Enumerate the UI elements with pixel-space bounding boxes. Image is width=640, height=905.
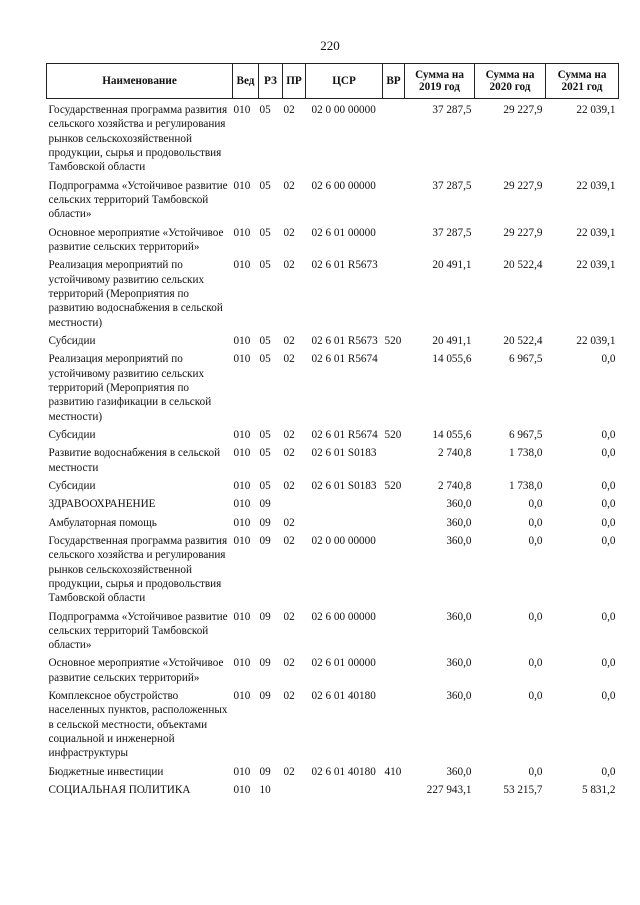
cell-sum-2021: 0,0 bbox=[601, 447, 616, 460]
table-row bbox=[47, 608, 619, 655]
cell-sum-2020: 1 738,0 bbox=[508, 447, 543, 460]
cell-name: Субсидии bbox=[48, 479, 96, 492]
cell-csr: 02 6 01 R5673 bbox=[311, 259, 378, 272]
cell-sum-2021: 0,0 bbox=[601, 765, 616, 778]
header-sum-2019: Сумма на 2019 год bbox=[405, 64, 475, 99]
cell-ved: 010 bbox=[233, 498, 251, 511]
cell-name: Амбулаторная помощь bbox=[48, 516, 157, 529]
cell-rz: 05 bbox=[259, 104, 271, 116]
cell-sum-2019: 360,0 bbox=[446, 610, 472, 623]
cell-sum-2019: 360,0 bbox=[446, 534, 472, 547]
cell-pr: 02 bbox=[283, 334, 295, 347]
cell-sum-2021: 0,0 bbox=[601, 516, 616, 529]
cell-vr: 520 bbox=[384, 334, 402, 347]
cell-name: Государственная программа развития сельского хозяйства и регулирования рынков сельскохозяйственной продукции, сырья и продовольствия Тамбовской области bbox=[48, 104, 228, 174]
cell-sum-2019: 360,0 bbox=[446, 498, 472, 511]
cell-pr: 02 bbox=[283, 226, 295, 239]
cell-pr: 02 bbox=[283, 479, 295, 492]
cell-name: Развитие водоснабжения в сельской местности bbox=[48, 447, 221, 474]
cell-ved: 010 bbox=[233, 657, 251, 670]
cell-vr bbox=[383, 687, 405, 763]
cell-csr: 02 6 01 S0183 bbox=[311, 447, 377, 460]
cell-sum-2020: 0,0 bbox=[528, 765, 543, 778]
cell-rz: 05 bbox=[259, 226, 271, 239]
cell-rz: 09 bbox=[259, 498, 271, 511]
cell-sum-2021: 22 039,1 bbox=[576, 334, 616, 347]
cell-rz: 05 bbox=[259, 447, 271, 460]
cell-sum-2020: 1 738,0 bbox=[508, 479, 543, 492]
cell-ved: 010 bbox=[233, 334, 251, 347]
table-row bbox=[47, 256, 619, 332]
cell-ved: 010 bbox=[233, 690, 251, 703]
cell-sum-2019: 360,0 bbox=[446, 657, 472, 670]
cell-csr: 02 6 00 00000 bbox=[311, 610, 376, 623]
cell-sum-2021: 0,0 bbox=[601, 610, 616, 623]
cell-sum-2021: 22 039,1 bbox=[576, 226, 616, 239]
cell-pr bbox=[283, 781, 306, 799]
cell-pr: 02 bbox=[283, 690, 295, 703]
cell-csr: 02 0 00 00000 bbox=[311, 104, 376, 116]
cell-vr bbox=[383, 514, 405, 532]
cell-name: Государственная программа развития сельского хозяйства и регулирования рынков сельскохозяйственной продукции, сырья и продовольствия Тамбовской области bbox=[48, 534, 228, 605]
cell-sum-2021: 22 039,1 bbox=[576, 104, 616, 116]
table-row bbox=[47, 99, 619, 177]
cell-sum-2020: 6 967,5 bbox=[508, 353, 543, 366]
cell-sum-2019: 37 287,5 bbox=[432, 104, 472, 116]
cell-name: СОЦИАЛЬНАЯ ПОЛИТИКА bbox=[48, 784, 191, 797]
cell-rz: 05 bbox=[259, 428, 271, 441]
cell-name: Субсидии bbox=[48, 428, 96, 441]
cell-sum-2021: 22 039,1 bbox=[576, 179, 616, 192]
cell-ved: 010 bbox=[233, 479, 251, 492]
cell-name: Подпрограмма «Устойчивое развитие сельских территорий Тамбовской области» bbox=[48, 610, 228, 652]
cell-ved: 010 bbox=[233, 447, 251, 460]
cell-vr: 410 bbox=[384, 765, 402, 778]
cell-sum-2019: 14 055,6 bbox=[432, 428, 472, 441]
header-sum-2020: Сумма на 2020 год bbox=[475, 64, 546, 99]
table-row bbox=[47, 781, 619, 799]
cell-sum-2020: 29 227,9 bbox=[503, 179, 543, 192]
cell-sum-2019: 360,0 bbox=[446, 765, 472, 778]
table-row bbox=[47, 444, 619, 477]
cell-ved: 010 bbox=[233, 353, 251, 366]
cell-pr bbox=[283, 495, 306, 513]
cell-pr: 02 bbox=[283, 259, 295, 272]
cell-sum-2019: 2 740,8 bbox=[437, 479, 472, 492]
cell-rz: 05 bbox=[259, 353, 271, 366]
cell-vr bbox=[383, 495, 405, 513]
cell-ved: 010 bbox=[233, 226, 251, 239]
table-row bbox=[47, 687, 619, 763]
header-name: Наименование bbox=[47, 64, 233, 99]
cell-pr: 02 bbox=[283, 179, 295, 192]
table-row bbox=[47, 332, 619, 350]
cell-vr bbox=[383, 654, 405, 687]
cell-sum-2021: 5 831,2 bbox=[581, 784, 616, 797]
cell-csr: 02 6 00 00000 bbox=[311, 179, 376, 192]
cell-vr bbox=[383, 177, 405, 224]
budget-table bbox=[46, 63, 619, 799]
header-ved: Вед bbox=[233, 64, 259, 99]
cell-pr: 02 bbox=[283, 657, 295, 670]
table-row bbox=[47, 763, 619, 781]
cell-pr: 02 bbox=[283, 428, 295, 441]
cell-pr: 02 bbox=[283, 610, 295, 623]
cell-sum-2019: 360,0 bbox=[446, 690, 472, 703]
table-header-row bbox=[47, 64, 619, 99]
cell-csr bbox=[306, 514, 383, 532]
cell-name: Реализация мероприятий по устойчивому развитию сельских территорий (Мероприятия по развитию газификации в сельской местности) bbox=[48, 353, 212, 423]
cell-sum-2021: 22 039,1 bbox=[576, 259, 616, 272]
cell-name: Подпрограмма «Устойчивое развитие сельских территорий Тамбовской области» bbox=[48, 179, 228, 221]
table-row bbox=[47, 177, 619, 224]
cell-sum-2020: 0,0 bbox=[528, 516, 543, 529]
cell-ved: 010 bbox=[233, 784, 251, 797]
cell-ved: 010 bbox=[233, 179, 251, 192]
cell-sum-2021: 0,0 bbox=[601, 353, 616, 366]
cell-pr: 02 bbox=[283, 765, 295, 778]
cell-pr: 02 bbox=[283, 534, 295, 547]
cell-vr: 520 bbox=[384, 479, 402, 492]
cell-sum-2020: 29 227,9 bbox=[503, 104, 543, 116]
table-row bbox=[47, 477, 619, 495]
cell-sum-2019: 2 740,8 bbox=[437, 447, 472, 460]
cell-csr: 02 6 01 R5674 bbox=[311, 428, 378, 441]
cell-name: ЗДРАВООХРАНЕНИЕ bbox=[48, 498, 156, 511]
cell-csr bbox=[306, 781, 383, 799]
cell-ved: 010 bbox=[233, 259, 251, 272]
cell-rz: 09 bbox=[259, 765, 271, 778]
cell-csr: 02 6 01 40180 bbox=[311, 765, 376, 778]
cell-sum-2021: 0,0 bbox=[601, 428, 616, 441]
cell-name: Бюджетные инвестиции bbox=[48, 765, 164, 778]
cell-name: Комплексное обустройство населенных пунктов, расположенных в сельской местности, объектами социальной и инженерной инфраструктуры bbox=[48, 690, 228, 760]
cell-sum-2019: 20 491,1 bbox=[432, 334, 472, 347]
cell-csr: 02 0 00 00000 bbox=[311, 534, 376, 547]
page-number: 220 bbox=[320, 38, 340, 53]
cell-vr bbox=[383, 532, 405, 608]
cell-rz: 09 bbox=[259, 610, 271, 623]
cell-sum-2019: 37 287,5 bbox=[432, 179, 472, 192]
cell-vr bbox=[383, 256, 405, 332]
cell-ved: 010 bbox=[233, 516, 251, 529]
cell-sum-2021: 0,0 bbox=[601, 657, 616, 670]
cell-vr bbox=[383, 350, 405, 426]
cell-name: Субсидии bbox=[48, 334, 96, 347]
cell-sum-2020: 0,0 bbox=[528, 690, 543, 703]
cell-csr: 02 6 01 S0183 bbox=[311, 479, 377, 492]
cell-pr: 02 bbox=[283, 104, 295, 116]
cell-sum-2021: 0,0 bbox=[601, 534, 616, 547]
cell-vr bbox=[383, 224, 405, 257]
cell-rz: 10 bbox=[259, 784, 271, 797]
cell-ved: 010 bbox=[233, 765, 251, 778]
cell-sum-2020: 53 215,7 bbox=[503, 784, 543, 797]
cell-rz: 05 bbox=[259, 334, 271, 347]
cell-sum-2020: 20 522,4 bbox=[503, 334, 543, 347]
header-rz: РЗ bbox=[259, 64, 283, 99]
table-row bbox=[47, 514, 619, 532]
table-row bbox=[47, 495, 619, 513]
cell-ved: 010 bbox=[233, 534, 251, 547]
cell-sum-2021: 0,0 bbox=[601, 479, 616, 492]
cell-ved: 010 bbox=[233, 104, 251, 116]
cell-vr bbox=[383, 444, 405, 477]
header-vr: ВР bbox=[383, 64, 405, 99]
header-pr: ПР bbox=[283, 64, 306, 99]
cell-rz: 09 bbox=[259, 657, 271, 670]
table-row bbox=[47, 532, 619, 608]
cell-pr: 02 bbox=[283, 516, 295, 529]
cell-sum-2020: 0,0 bbox=[528, 657, 543, 670]
cell-vr bbox=[383, 99, 405, 177]
cell-sum-2019: 37 287,5 bbox=[432, 226, 472, 239]
cell-sum-2020: 0,0 bbox=[528, 534, 543, 547]
cell-sum-2020: 20 522,4 bbox=[503, 259, 543, 272]
cell-sum-2021: 0,0 bbox=[601, 498, 616, 511]
cell-csr: 02 6 01 00000 bbox=[311, 657, 376, 670]
table-row bbox=[47, 224, 619, 257]
cell-csr: 02 6 01 R5674 bbox=[311, 353, 378, 366]
cell-csr bbox=[306, 495, 383, 513]
table-row bbox=[47, 654, 619, 687]
cell-sum-2019: 227 943,1 bbox=[426, 784, 472, 797]
cell-sum-2019: 20 491,1 bbox=[432, 259, 472, 272]
cell-rz: 05 bbox=[259, 259, 271, 272]
cell-name: Реализация мероприятий по устойчивому развитию сельских территорий (Мероприятия по развитию водоснабжения в сельской местности) bbox=[48, 259, 223, 329]
cell-sum-2019: 14 055,6 bbox=[432, 353, 472, 366]
header-csr: ЦСР bbox=[306, 64, 383, 99]
cell-ved: 010 bbox=[233, 428, 251, 441]
table-row bbox=[47, 426, 619, 444]
cell-sum-2020: 6 967,5 bbox=[508, 428, 543, 441]
cell-vr: 520 bbox=[384, 428, 402, 441]
cell-csr: 02 6 01 R5673 bbox=[311, 334, 378, 347]
table-row bbox=[47, 350, 619, 426]
cell-rz: 09 bbox=[259, 690, 271, 703]
cell-name: Основное мероприятие «Устойчивое развитие сельских территорий» bbox=[48, 226, 224, 253]
cell-pr: 02 bbox=[283, 353, 295, 366]
cell-sum-2020: 29 227,9 bbox=[503, 226, 543, 239]
cell-vr bbox=[383, 608, 405, 655]
cell-sum-2020: 0,0 bbox=[528, 498, 543, 511]
cell-rz: 05 bbox=[259, 179, 271, 192]
cell-csr: 02 6 01 00000 bbox=[311, 226, 376, 239]
table-body bbox=[47, 99, 619, 800]
cell-csr: 02 6 01 40180 bbox=[311, 690, 376, 703]
cell-rz: 09 bbox=[259, 534, 271, 547]
cell-rz: 09 bbox=[259, 516, 271, 529]
cell-vr bbox=[383, 781, 405, 799]
cell-rz: 05 bbox=[259, 479, 271, 492]
cell-sum-2021: 0,0 bbox=[601, 690, 616, 703]
cell-sum-2020: 0,0 bbox=[528, 610, 543, 623]
cell-ved: 010 bbox=[233, 610, 251, 623]
cell-sum-2019: 360,0 bbox=[446, 516, 472, 529]
cell-pr: 02 bbox=[283, 447, 295, 460]
header-sum-2021: Сумма на 2021 год bbox=[546, 64, 619, 99]
cell-name: Основное мероприятие «Устойчивое развитие сельских территорий» bbox=[48, 657, 224, 684]
